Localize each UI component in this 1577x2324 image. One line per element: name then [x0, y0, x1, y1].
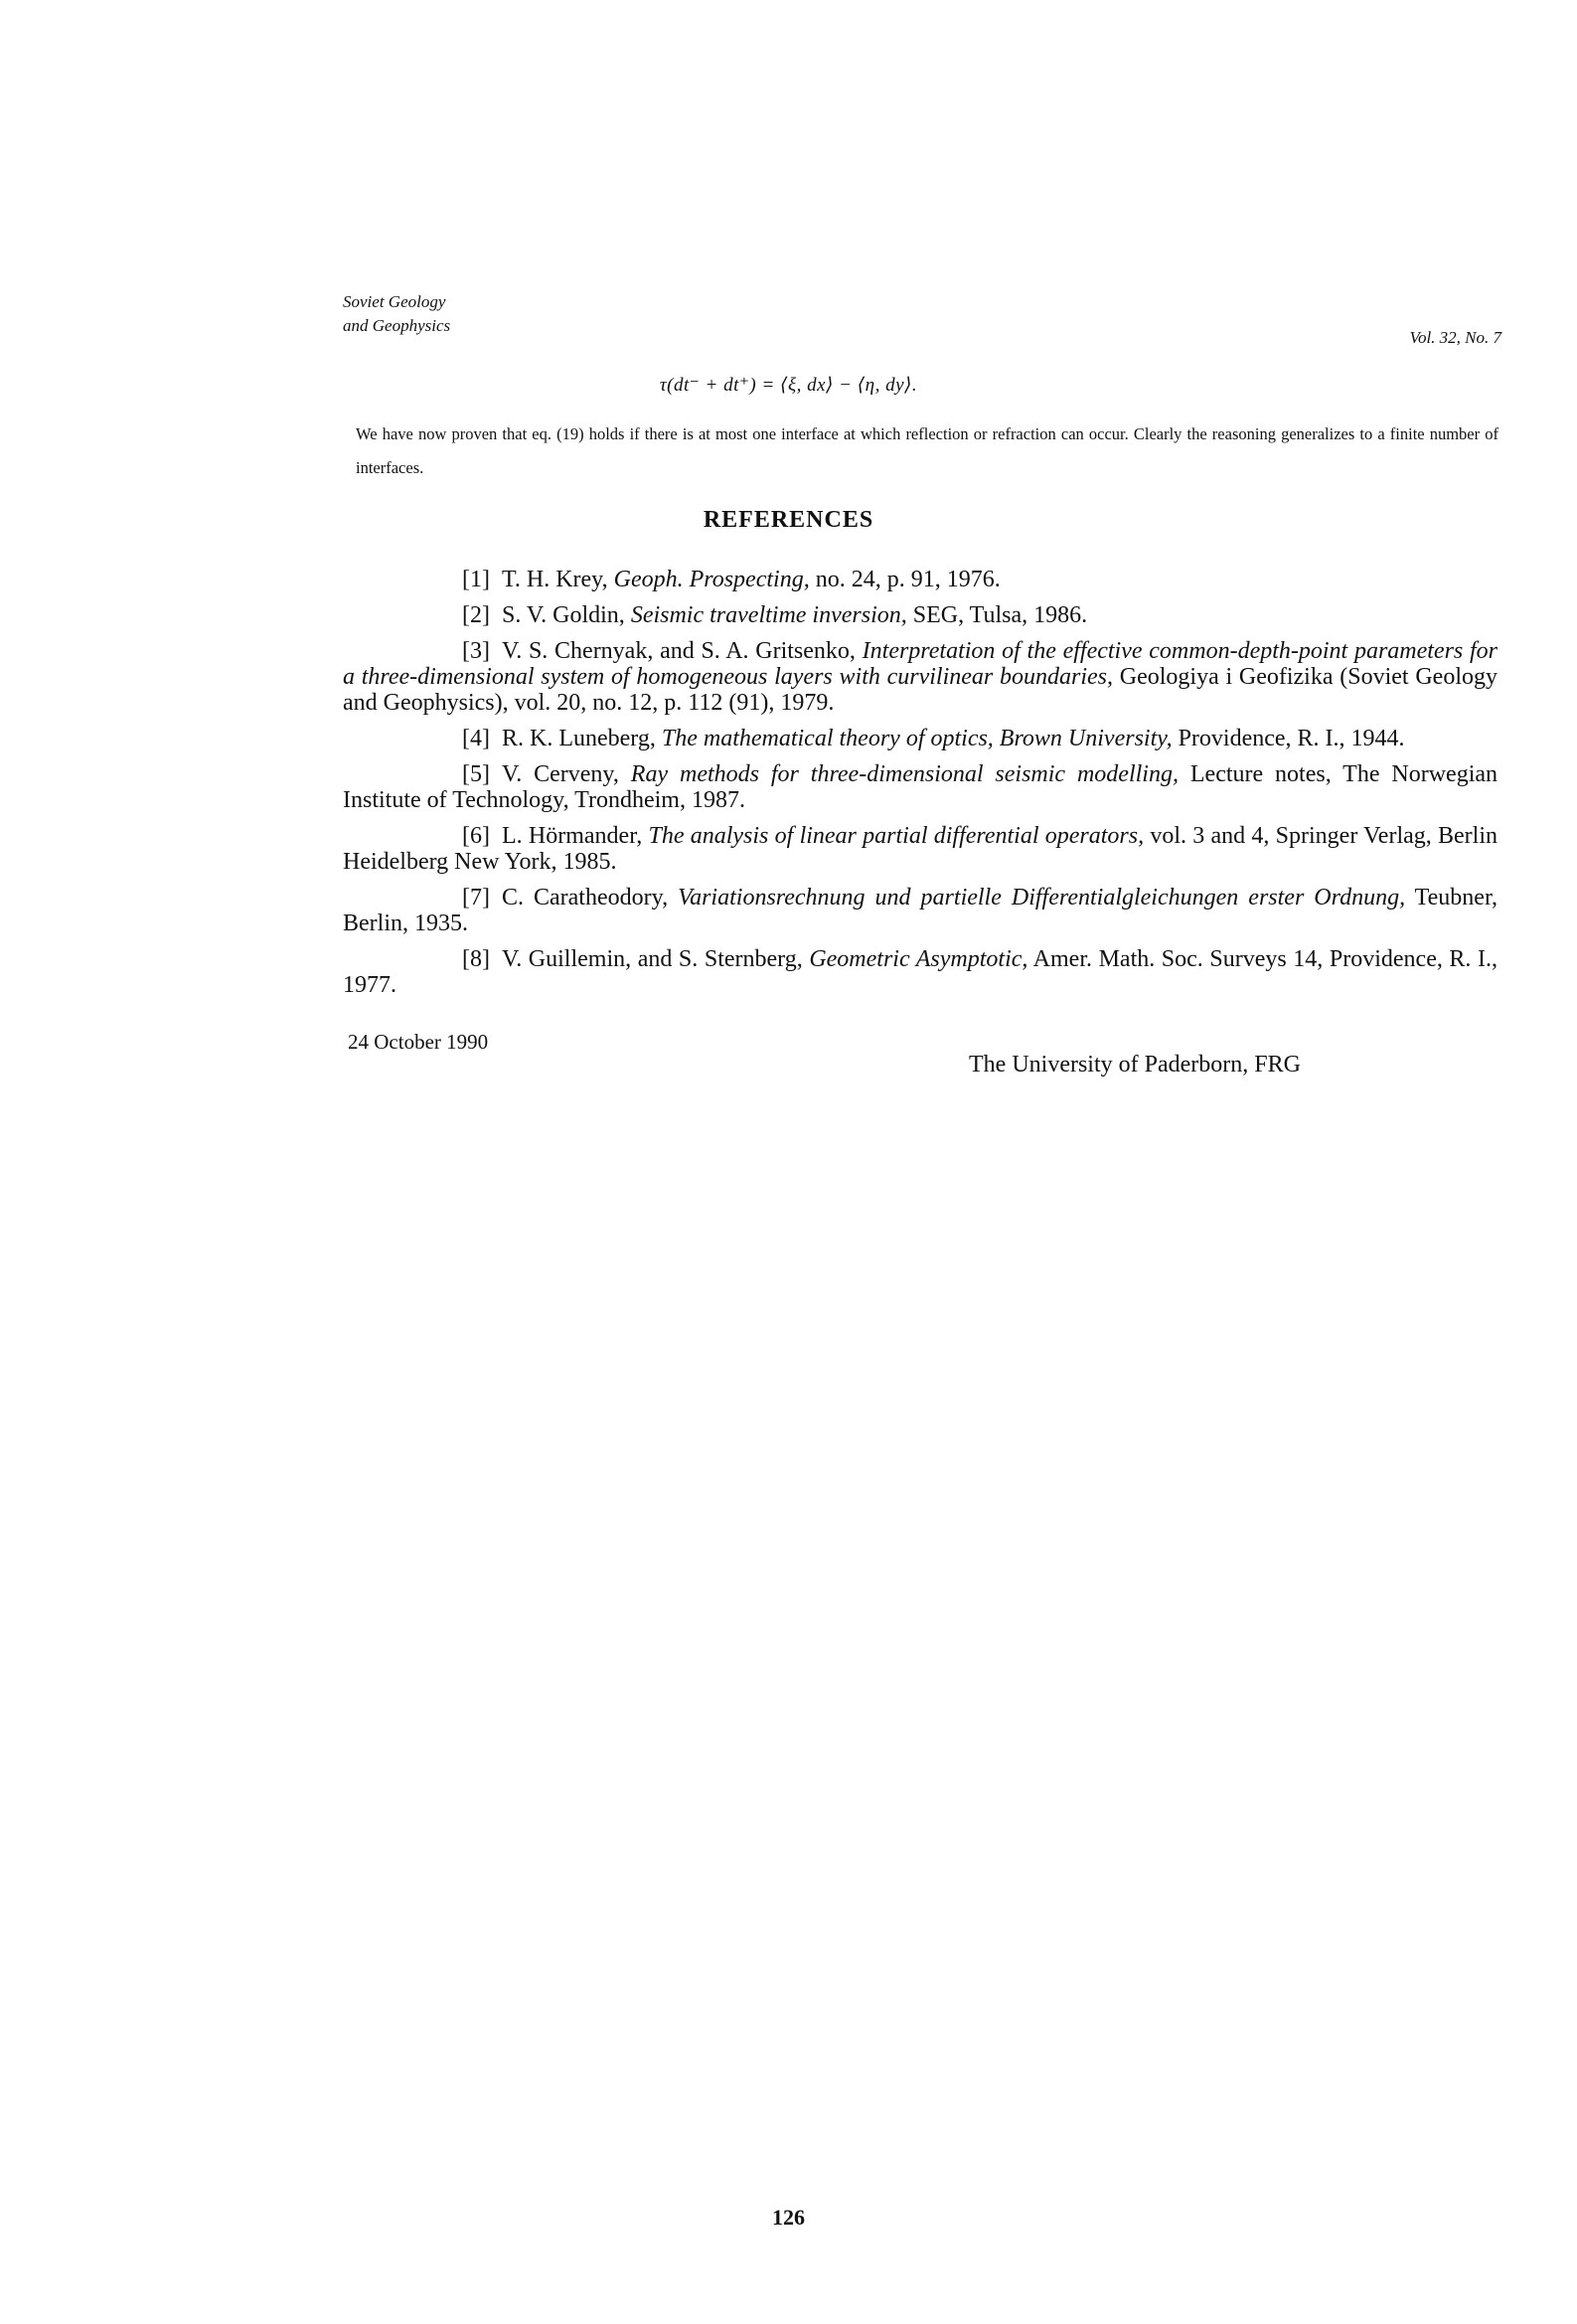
reference-authors: R. K. Luneberg,	[501, 726, 656, 751]
reference-number: [7]	[462, 885, 490, 911]
reference-item	[343, 946, 1498, 998]
reference-authors: V. Cerveny,	[501, 761, 619, 787]
reference-authors: V. Guillemin, and S. Sternberg,	[501, 946, 803, 972]
reference-title: Geometric Asymptotic,	[809, 946, 1028, 972]
reference-authors: V. S. Chernyak, and S. A. Gritsenko,	[501, 638, 856, 664]
reference-item	[343, 602, 1498, 628]
journal-title-line2: and Geophysics	[343, 316, 451, 335]
reference-item	[343, 761, 1498, 813]
volume-number: Vol. 32, No. 7	[1409, 328, 1501, 347]
reference-details: Providence, R. I., 1944.	[1178, 726, 1405, 751]
submission-date: 24 October 1990	[348, 1030, 489, 1054]
affiliation: The University of Paderborn, FRG	[969, 1052, 1301, 1078]
reference-number: [2]	[462, 602, 490, 628]
reference-number: [3]	[462, 638, 490, 664]
reference-number: [4]	[462, 726, 490, 751]
reference-title: Geoph. Prospecting,	[613, 567, 810, 592]
equation: τ(dt⁻ + dt⁺) = ⟨ξ, dx⟩ − ⟨η, dy⟩.	[659, 375, 918, 396]
reference-authors: L. Hörmander,	[501, 823, 643, 849]
reference-authors: S. V. Goldin,	[501, 602, 625, 628]
reference-details: SEG, Tulsa, 1986.	[912, 602, 1088, 628]
reference-details: Lecture notes, The Norwegian Institute of Technology, Trondheim, 1987.	[343, 761, 1498, 813]
reference-authors: T. H. Krey,	[501, 567, 608, 592]
reference-authors: C. Caratheodory,	[501, 885, 669, 911]
reference-number: [1]	[462, 567, 490, 592]
reference-item	[343, 726, 1498, 751]
page-number: 126	[772, 2205, 805, 2230]
reference-item	[343, 885, 1498, 936]
reference-title: Interpretation of the effective common-depth-point parameters for a three-dimensional system of homogeneous layers with curvilinear boundaries,	[343, 638, 1498, 690]
journal-title-line1: Soviet Geology	[343, 292, 446, 311]
body-paragraph: We have now proven that eq. (19) holds if there is at most one interface at which reflection or refraction can occur. Clearly the reasoning generalizes to a finite number of interfaces.	[356, 424, 1498, 477]
journal-title	[343, 290, 450, 338]
references-heading: REFERENCES	[703, 507, 874, 533]
reference-title: The mathematical theory of optics, Brown University,	[661, 726, 1173, 751]
reference-title: Seismic traveltime inversion,	[630, 602, 907, 628]
reference-details: Amer. Math. Soc. Surveys 14, Providence, R. I., 1977.	[343, 946, 1498, 998]
reference-title: Ray methods for three-dimensional seismic modelling,	[630, 761, 1179, 787]
reference-list	[343, 567, 1498, 1008]
reference-title: Variationsrechnung und partielle Differentialgleichungen erster Ordnung,	[678, 885, 1406, 911]
reference-details: vol. 3 and 4, Springer Verlag, Berlin Heidelberg New York, 1985.	[343, 823, 1498, 875]
reference-number: [5]	[462, 761, 490, 787]
reference-details: Teubner, Berlin, 1935.	[343, 885, 1498, 936]
reference-details: no. 24, p. 91, 1976.	[815, 567, 1001, 592]
reference-title: The analysis of linear partial differential operators,	[648, 823, 1145, 849]
reference-item	[343, 823, 1498, 875]
reference-number: [6]	[462, 823, 490, 849]
reference-item	[343, 567, 1498, 592]
reference-details: Geologiya i Geofizika (Soviet Geology and Geophysics), vol. 20, no. 12, p. 112 (91), 1979.	[343, 664, 1498, 716]
reference-item	[343, 638, 1498, 716]
reference-number: [8]	[462, 946, 490, 972]
